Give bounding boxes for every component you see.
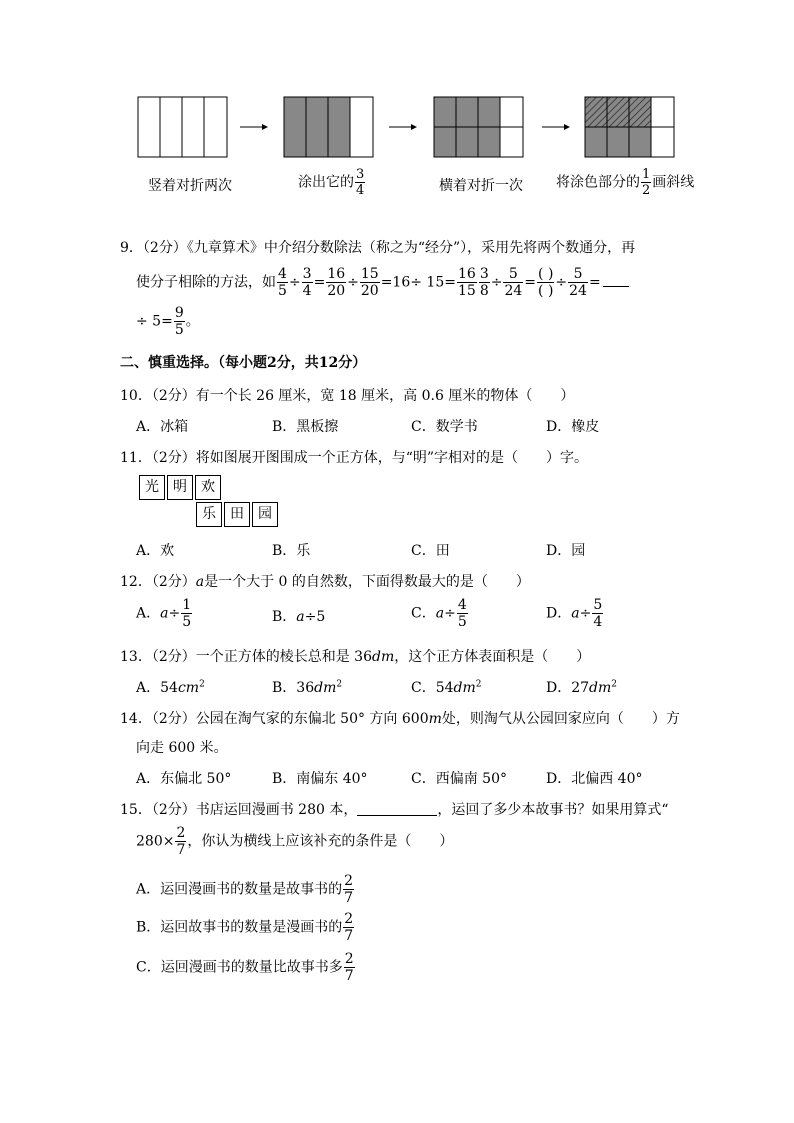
q15-frac-2-7: $\frac{2}{7}$: [176, 825, 186, 858]
caption-shade-text: 涂出它的: [298, 174, 354, 191]
folding-figure: [0, 0, 794, 170]
net-cell-guang: 光: [139, 475, 165, 500]
q9-frac-15-20: $\frac{15}{20}$: [360, 266, 379, 299]
arrow-2: [389, 124, 417, 130]
q9-mid: =16÷ 15=: [380, 274, 456, 291]
caption-hatch-text: 将涂色部分的: [556, 174, 640, 191]
q9-frac-3-8: $\frac{3}{8}$: [479, 266, 489, 299]
q9-div-2: ÷: [347, 274, 359, 291]
q9-frac-5-24: $\frac{5}{24}$: [504, 266, 523, 299]
q9-frac-blank[interactable]: $\frac{( )}{( )}$: [538, 266, 554, 299]
q12-option-a[interactable]: A．a÷ $\frac{1}{5}$: [136, 597, 192, 630]
net-cell-ming: 明: [167, 475, 193, 500]
q12-stem-rest: 是一个大于 0 的自然数，下面得数最大的是（ ）: [204, 574, 530, 590]
net-cell-le: 乐: [196, 502, 222, 527]
q10-option-b[interactable]: B．黑板擦: [272, 419, 339, 435]
q11-option-a[interactable]: A．欢: [136, 543, 175, 559]
q15-line1: [120, 799, 669, 819]
q12-prefix: 12．（2分）: [120, 574, 196, 590]
q9-line2-prefix: 使分子相除的方法，如: [136, 274, 276, 291]
rect-folded-horizontally: [434, 97, 523, 157]
q9-line1: [120, 237, 635, 257]
q9-answer-blank[interactable]: [603, 286, 629, 287]
rect-hatched-half: [585, 97, 674, 157]
caption-hatch: [556, 168, 694, 197]
q12-option-c[interactable]: C．a÷ $\frac{4}{5}$: [411, 597, 467, 630]
q15-prefix: 15．（2分）书店运回漫画书 280 本，: [120, 802, 358, 818]
q14-option-c[interactable]: C．西偏南 50°: [411, 771, 507, 787]
q14-line2: 向走 600 米。: [136, 740, 228, 756]
q9-eq-3: =: [588, 274, 601, 291]
q15-condition-blank[interactable]: [357, 815, 437, 816]
q9-frac-3-4: $\frac{3}{4}$: [302, 266, 312, 299]
caption-shade: [298, 168, 366, 197]
caption-hatch-suffix: 画斜线: [652, 174, 695, 191]
q15-option-a[interactable]: A．运回漫画书的数量是故事书的 $\frac{2}{7}$: [136, 873, 354, 906]
q9-frac-16-20: $\frac{16}{20}$: [327, 266, 346, 299]
q15-line2: [136, 826, 453, 857]
fraction-half: $\frac{1}{2}$: [642, 167, 651, 198]
q9-eq: =: [313, 274, 326, 291]
q9-line3: [136, 306, 200, 337]
q12-option-b[interactable]: B．a÷5: [272, 609, 326, 625]
q13-option-a[interactable]: A．$54cm^2$: [136, 679, 205, 696]
q13-rest: ，这个正方体表面积是（ ）: [394, 649, 591, 665]
q10-option-d[interactable]: D．橡皮: [546, 419, 600, 435]
q9-div-4: ÷: [555, 274, 568, 291]
q14-unit: m: [428, 711, 442, 727]
rect-three-quarters-shaded: [284, 97, 373, 157]
q9-div: ÷: [288, 274, 301, 291]
net-cell-tian: 田: [224, 502, 250, 527]
q14-prefix: 14．（2分）公园在淘气家的东偏北 50° 方向 600: [120, 711, 429, 727]
q11-stem: 11．（2分）将如图展开图围成一个正方体，与“明”字相对的是（ ）字。: [120, 450, 589, 466]
q13-option-c[interactable]: C．$54dm^2$: [411, 679, 482, 696]
q15-line2-prefix: 280×: [136, 833, 175, 850]
q13-option-b[interactable]: B．$36dm^2$: [272, 679, 343, 696]
q11-option-d[interactable]: D．园: [546, 543, 586, 559]
q9-line1-text: 9．（2分）《九章算术》中介绍分数除法（称之为“经分”），采用先将两个数通分，再: [120, 240, 636, 256]
caption-fold-vertical: 竖着对折两次: [148, 178, 232, 194]
q13-stem: [120, 646, 590, 666]
rect-folded-vertically: [138, 97, 227, 157]
q9-frac-4-5: $\frac{4}{5}$: [278, 266, 287, 299]
caption-fold-horizontal: 横着对折一次: [439, 178, 523, 194]
section-title: 二、慎重选择。（每小题2分，共12分）: [120, 355, 367, 371]
q14-option-a[interactable]: A．东偏北 50°: [136, 771, 232, 787]
q9-frac-5-24-b: $\frac{5}{24}$: [569, 266, 587, 299]
fraction-three-quarters: $\frac{3}{4}$: [356, 167, 365, 198]
q14-line1: [120, 708, 680, 728]
q13-unit: dm: [372, 649, 395, 665]
q9-eq-2: =: [524, 274, 537, 291]
net-cell-yuan: 园: [252, 502, 278, 527]
q10-option-c[interactable]: C．数学书: [411, 419, 478, 435]
q15-option-b[interactable]: B．运回故事书的数量是漫画书的 $\frac{2}{7}$: [136, 911, 354, 944]
q12-var: a: [195, 574, 205, 590]
q12-stem: [120, 571, 530, 591]
net-cell-huan: 欢: [195, 475, 221, 500]
arrow-1: [240, 124, 268, 130]
q14-option-d[interactable]: D．北偏西 40°: [546, 771, 643, 787]
q14-rest: 处，则淘气从公园回家应向（ ）方: [441, 711, 680, 727]
q9-line3-prefix: ÷ 5=: [136, 313, 173, 330]
q10-stem: 10．（2分）有一个长 26 厘米，宽 18 厘米，高 0.6 厘米的物体（ ）: [120, 388, 575, 404]
q13-prefix: 13．（2分）一个正方体的棱长总和是 36: [120, 649, 372, 665]
q11-option-b[interactable]: B．乐: [272, 543, 311, 559]
q15-line2-rest: ，你认为横线上应该补充的条件是（ ）: [187, 833, 454, 850]
arrow-3: [542, 124, 570, 130]
q12-option-d[interactable]: D．a÷ $\frac{5}{4}$: [546, 597, 603, 630]
q13-option-d[interactable]: D．$27dm^2$: [546, 679, 618, 696]
q11-option-c[interactable]: C．田: [411, 543, 450, 559]
q10-option-a[interactable]: A．冰箱: [136, 419, 189, 435]
q9-line2: [136, 267, 629, 298]
q9-frac-9-5: $\frac{9}{5}$: [174, 305, 184, 338]
q15-option-c[interactable]: C．运回漫画书的数量比故事书多 $\frac{2}{7}$: [136, 951, 354, 984]
q15-rest: ，运回了多少本故事书？如果用算式“: [437, 802, 669, 818]
q14-option-b[interactable]: B．南偏东 40°: [272, 771, 368, 787]
q9-line3-suffix: 。: [185, 313, 200, 330]
q9-frac-16-15: $\frac{16}{15}$: [457, 266, 476, 299]
q9-div-3: ÷: [490, 274, 503, 291]
